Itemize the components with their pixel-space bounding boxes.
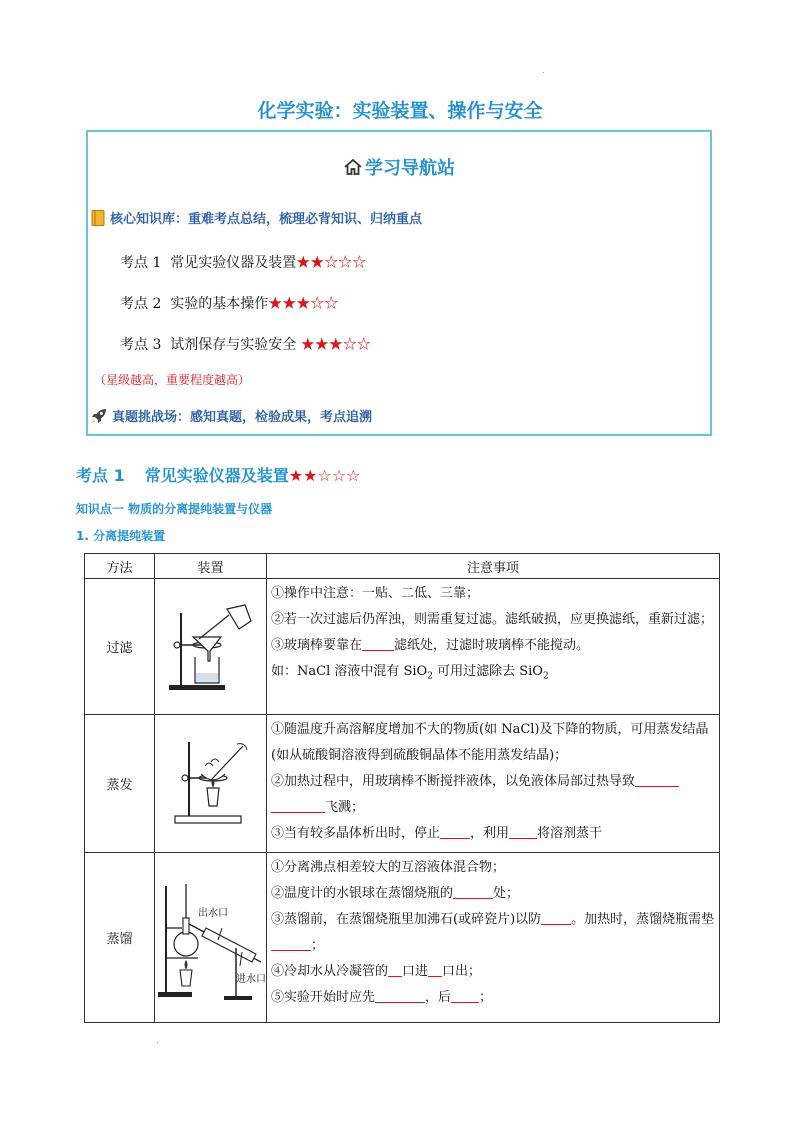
header-device: 装置 <box>155 554 267 579</box>
note-line: ②温度计的水银球在蒸馏烧瓶的 处； <box>271 886 520 901</box>
point-1 <box>120 252 366 272</box>
section-label: 考点 1 <box>76 466 125 485</box>
section-stars: ★★☆☆☆ <box>288 466 361 485</box>
point-stars: ★★★☆☆ <box>268 296 339 312</box>
nav-title <box>88 154 710 180</box>
core-desc: 重难考点总结，梳理必背知识、归纳重点 <box>188 212 423 227</box>
point-num: 考点 1 <box>120 255 162 271</box>
note-line: ③蒸馏前，在蒸馏烧瓶里加沸石(或碎瓷片)以防 。加热时，蒸馏烧瓶需垫； <box>271 912 715 953</box>
point-stars: ★★☆☆☆ <box>296 255 367 271</box>
point-name: 实验的基本操作 <box>170 296 269 312</box>
device-cell <box>155 579 267 715</box>
note-line: ④冷却水从冷凝管的 口进 口出； <box>271 964 482 979</box>
method-cell: 蒸馏 <box>85 853 155 1023</box>
table-row <box>85 715 720 853</box>
challenge-label: 真题挑战场： <box>112 410 191 425</box>
device-cell <box>155 715 267 853</box>
table-row <box>85 853 720 1023</box>
subheading: 1. 分离提纯装置 <box>76 529 166 543</box>
point-3 <box>120 334 371 354</box>
answer-blank[interactable] <box>635 772 679 787</box>
method-cell: 蒸发 <box>85 715 155 853</box>
scan-dot: . <box>156 1036 159 1046</box>
rocket-icon <box>90 407 108 425</box>
notes-cell <box>267 579 720 715</box>
answer-blank[interactable] <box>509 824 537 839</box>
star-note: （星级越高，重要程度越高） <box>94 373 251 387</box>
point-stars: ★★★☆☆ <box>300 337 371 353</box>
note-line: ①操作中注意：一贴、二低、三靠； <box>271 586 480 601</box>
section-name: 常见实验仪器及装置 <box>144 466 289 485</box>
answer-blank[interactable] <box>451 988 479 1003</box>
challenge-desc: 感知真题，检验成果，考点追溯 <box>190 410 373 425</box>
answer-blank[interactable] <box>541 910 571 925</box>
outlet-label: 出水口 <box>197 907 228 919</box>
table-header-row <box>85 554 720 579</box>
note-line: ⑤实验开始时应先 ，后 ； <box>271 990 493 1005</box>
answer-blank[interactable] <box>362 636 394 651</box>
point-name: 试剂保存与实验安全 <box>170 337 297 353</box>
point-num: 考点 3 <box>120 337 162 353</box>
separation-table <box>84 553 720 1023</box>
note-line: ③玻璃棒要靠在 滤纸处，过滤时玻璃棒不能搅动。 <box>271 638 590 653</box>
header-notes: 注意事项 <box>267 554 720 579</box>
point-name: 常见实验仪器及装置 <box>170 255 297 271</box>
method-cell: 过滤 <box>85 579 155 715</box>
knowledge-heading: 知识点一 物质的分离提纯装置与仪器 <box>76 502 273 516</box>
evaporation-apparatus-icon <box>159 732 263 832</box>
point-2 <box>120 293 338 313</box>
core-label: 核心知识库： <box>110 212 189 227</box>
note-line: ③当有较多晶体析出时，停止 ，利用 将溶剂蒸干 <box>271 826 603 841</box>
book-icon <box>90 209 106 227</box>
nav-title-text: 学习导航站 <box>365 158 455 179</box>
filtration-apparatus-icon <box>159 595 263 695</box>
answer-blank[interactable] <box>428 962 442 977</box>
page-title: 化学实验：实验装置、操作与安全 <box>257 100 543 122</box>
core-knowledge-line <box>90 208 422 227</box>
answer-blank[interactable] <box>440 824 470 839</box>
section-heading <box>76 463 360 486</box>
note-line: ①随温度升高溶解度增加不大的物质(如 NaCl)及下降的物质，可用蒸发结晶(如从硫酸铜溶液得到硫酸铜晶体不能用蒸发结晶)； <box>271 722 709 763</box>
scan-dot: . <box>542 66 545 76</box>
answer-blank[interactable] <box>388 962 402 977</box>
notes-cell <box>267 853 720 1023</box>
inlet-label: 进水口 <box>235 973 266 985</box>
header-method: 方法 <box>85 554 155 579</box>
answer-blank[interactable] <box>271 936 311 951</box>
distillation-apparatus-icon <box>156 866 266 1006</box>
answer-blank[interactable] <box>271 798 325 813</box>
note-line: ②加热过程中，用玻璃棒不断搅拌液体，以免液体局部过热导致 飞溅； <box>271 769 715 821</box>
table-row <box>85 579 720 715</box>
navigation-box <box>86 130 712 436</box>
note-line: ②若一次过滤后仍浑浊，则需重复过滤。滤纸破损，应更换滤纸，重新过滤； <box>271 612 714 627</box>
note-line: ①分离沸点相差较大的互溶液体混合物； <box>271 860 506 875</box>
challenge-line <box>90 406 372 425</box>
point-num: 考点 2 <box>120 296 162 312</box>
answer-blank[interactable] <box>453 884 493 899</box>
note-line: 如：NaCl 溶液中混有 SiO$_2$ 可用过滤除去 SiO$_2$ <box>271 664 549 682</box>
answer-blank[interactable] <box>375 988 425 1003</box>
notes-cell <box>267 715 720 853</box>
device-cell <box>155 853 267 1023</box>
home-icon <box>343 157 363 177</box>
